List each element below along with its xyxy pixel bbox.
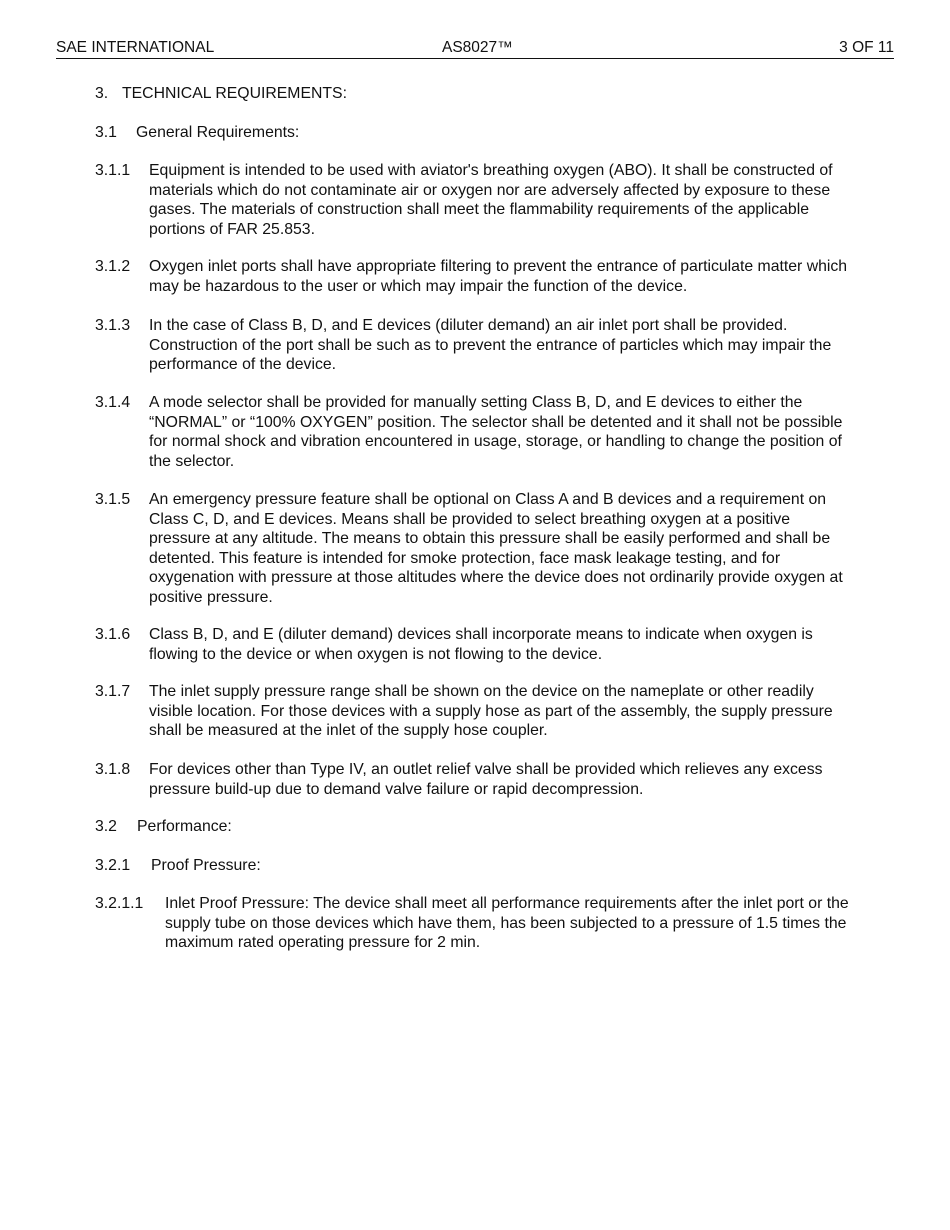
page-header [56, 38, 894, 59]
section-number: 3.1.8 [95, 761, 131, 778]
section-text: The inlet supply pressure range shall be shown on the device on the nameplate or other readily visible location. For those devices with a supply hose as part of the assembly, the supply pressure shall be measured at the inlet of the supply hose coupler. [149, 683, 833, 740]
section-number: 3.2.1 [95, 857, 131, 874]
section-number: 3.1 [95, 124, 117, 141]
section-3-1-8 [95, 760, 855, 799]
section-text: TECHNICAL REQUIREMENTS: [122, 85, 347, 102]
section-number: 3.1.7 [95, 683, 131, 700]
section-number: 3. [95, 85, 109, 102]
section-text: Equipment is intended to be used with aviator's breathing oxygen (ABO). It shall be constructed of materials which do not contaminate air or oxygen nor are adversely affected by exposure to these gases. The materials of construction shall meet the flammability requirements of the applicable portions of FAR 25.853. [149, 162, 833, 238]
section-text: A mode selector shall be provided for manually setting Class B, D, and E devices to either the “NORMAL” or “100% OXYGEN” position. The selector shall be detented and it shall not be possible for normal shock and vibration encountered in usage, storage, or handling to change the position of the selector. [149, 394, 843, 470]
section-number: 3.1.5 [95, 491, 131, 508]
section-3-1-5 [95, 490, 855, 608]
section-3-1-1 [95, 161, 855, 239]
section-3-2-1-1 [95, 894, 855, 953]
section-number: 3.1.1 [95, 162, 131, 179]
section-number: 3.2 [95, 818, 117, 835]
header-page-number: 3 OF 11 [839, 39, 894, 56]
section-text: General Requirements: [136, 124, 300, 141]
section-text: In the case of Class B, D, and E devices (diluter demand) an air inlet port shall be provided. Construction of the port shall be such as to prevent the entrance of particles which may impair the performance of the device. [149, 317, 832, 374]
section-number: 3.1.3 [95, 317, 131, 334]
section-number: 3.1.4 [95, 394, 131, 411]
section-3-1-heading [95, 123, 855, 143]
header-organization: SAE INTERNATIONAL [56, 39, 215, 56]
section-number: 3.1.6 [95, 626, 131, 643]
section-number: 3.1.2 [95, 258, 131, 275]
section-text: Proof Pressure: [151, 857, 261, 874]
header-document-id: AS8027™ [442, 39, 513, 56]
section-number: 3.2.1.1 [95, 895, 144, 912]
section-text: For devices other than Type IV, an outlet relief valve shall be provided which relieves any excess pressure build-up due to demand valve failure or rapid decompression. [149, 761, 823, 798]
section-text: Performance: [137, 818, 232, 835]
section-3-2-heading [95, 817, 855, 837]
section-3-heading [95, 84, 855, 104]
section-text: Oxygen inlet ports shall have appropriate filtering to prevent the entrance of particulate matter which may be hazardous to the user or which may impair the function of the device. [149, 258, 848, 295]
section-3-1-4 [95, 393, 855, 471]
section-3-2-1-heading [95, 856, 855, 876]
section-text: Class B, D, and E (diluter demand) devices shall incorporate means to indicate when oxygen is flowing to the device or when oxygen is not flowing to the device. [149, 626, 813, 663]
section-text: Inlet Proof Pressure: The device shall meet all performance requirements after the inlet port or the supply tube on those devices which have them, has been subjected to a pressure of 1.5 times the maximum rated operating pressure for 2 min. [165, 895, 849, 952]
section-3-1-3 [95, 316, 855, 375]
section-3-1-6 [95, 625, 855, 664]
section-text: An emergency pressure feature shall be optional on Class A and B devices and a requirement on Class C, D, and E devices. Means shall be provided to select breathing oxygen at a positive pressure at any altitude. The means to obtain this pressure shall be easily performed and shall be detented. This feature is intended for smoke protection, face mask leakage testing, and for oxygenation with pressure at those altitudes where the device does not ordinarily provide oxygen at positive pressure. [149, 491, 843, 606]
section-3-1-7 [95, 682, 855, 741]
section-3-1-2 [95, 257, 855, 296]
